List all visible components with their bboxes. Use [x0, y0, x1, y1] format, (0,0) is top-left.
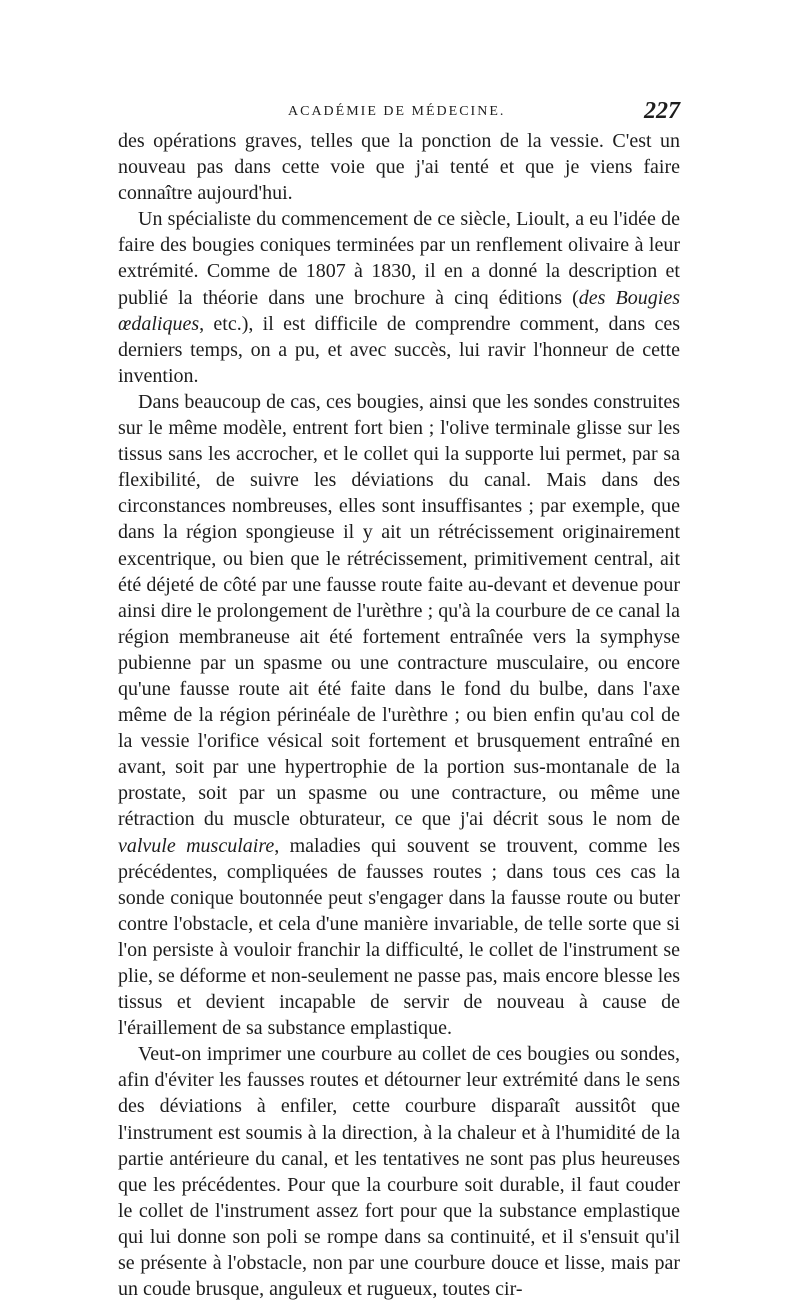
text-run: Un spécialiste du commencement de ce siècle, Lioult, a eu l'idée de faire des bougies coniques terminées par un renflement olivaire à leur extrémité. Comme de 1807 à 1830, il en a donné la description et publié la théorie dans une brochure à cinq éditions ( [118, 208, 680, 309]
italic-text: des Bougies œdaliques [118, 286, 680, 335]
text-run: Veut-on imprimer une courbure au collet de ces bougies ou sondes, afin d'éviter les fausses routes et détourner leur extrémité dans le sens des déviations à enfiler, cette courbure disparaît aussitôt que l'instrument est soumis à la direction, à la chaleur et à l'humidité de la partie antérieure du canal, et les tentatives ne sont pas plus heureuses que les précédentes. Pour que la courbure soit durable, il faut couder le collet de l'instrument assez fort pour que la substance emplastique qui lui donne son poli se rompe dans sa continuité, et il s'ensuit qu'il se présente à l'obstacle, non par une courbure douce et lisse, mais par un coude brusque, anguleux et rugueux, toutes cir- [118, 1043, 680, 1301]
italic-text: valvule musculaire [118, 834, 275, 857]
body-text [118, 128, 680, 1302]
paragraph [118, 206, 680, 389]
running-title: ACADÉMIE DE MÉDECINE. [288, 104, 506, 119]
text-run: , maladies qui souvent se trouvent, comme les précédentes, compliquées de fausses routes ; dans tous ces cas la sonde conique boutonnée peut s'engager dans la fausse route ou buter contre l'obstacle, et cela d'une manière invariable, de telle sorte que si l'on persiste à vouloir franchir la difficulté, le collet de l'instrument se plie, se déforme et non-seulement ne passe pas, mais encore blesse les tissus et devient incapable de servir de nouveau à cause de l'éraillement de sa substance emplastique. [118, 834, 680, 1040]
page-header [118, 98, 680, 128]
text-run: des opérations graves, telles que la ponction de la vessie. C'est un nouveau pas dans cette voie que j'ai tenté et que je viens faire connaître aujourd'hui. [118, 130, 680, 205]
paragraph [118, 1041, 680, 1302]
text-run: Dans beaucoup de cas, ces bougies, ainsi que les sondes construites sur le même modèle, entrent fort bien ; l'olive terminale glisse sur les tissus sans les accrocher, et le collet qui la supporte lui permet, par sa flexibilité, de suivre les déviations du canal. Mais dans des circonstances nombreuses, elles sont insuffisantes ; par exemple, que dans la région spongieuse il y ait un rétrécissement originairement excentrique, ou bien que le rétrécissement, primitivement central, ait été déjeté de côté par une fausse route faite au-devant et devenue pour ainsi dire le prolongement de l'urèthre ; qu'à la courbure de ce canal la région membraneuse ait été fortement entraînée vers la symphyse pubienne par un spasme ou une contracture musculaire, ou encore qu'une fausse route ait été faite dans le fond du bulbe, dans l'axe même de la région périnéale de l'urèthre ; ou bien enfin qu'au col de la vessie l'orifice vésical soit fortement et brusquement entraîné en avant, soit par une hypertrophie de la portion sus-montanale de la prostate, soit par un spasme ou une contracture, ou même une rétraction du muscle obturateur, ce que j'ai décrit sous le nom de [118, 390, 680, 831]
paragraph [118, 389, 680, 1041]
page-number: 227 [644, 98, 680, 124]
paragraph [118, 128, 680, 206]
text-run: , etc.), il est difficile de comprendre comment, dans ces derniers temps, on a pu, et avec succès, lui ravir l'honneur de cette invention. [118, 312, 680, 387]
